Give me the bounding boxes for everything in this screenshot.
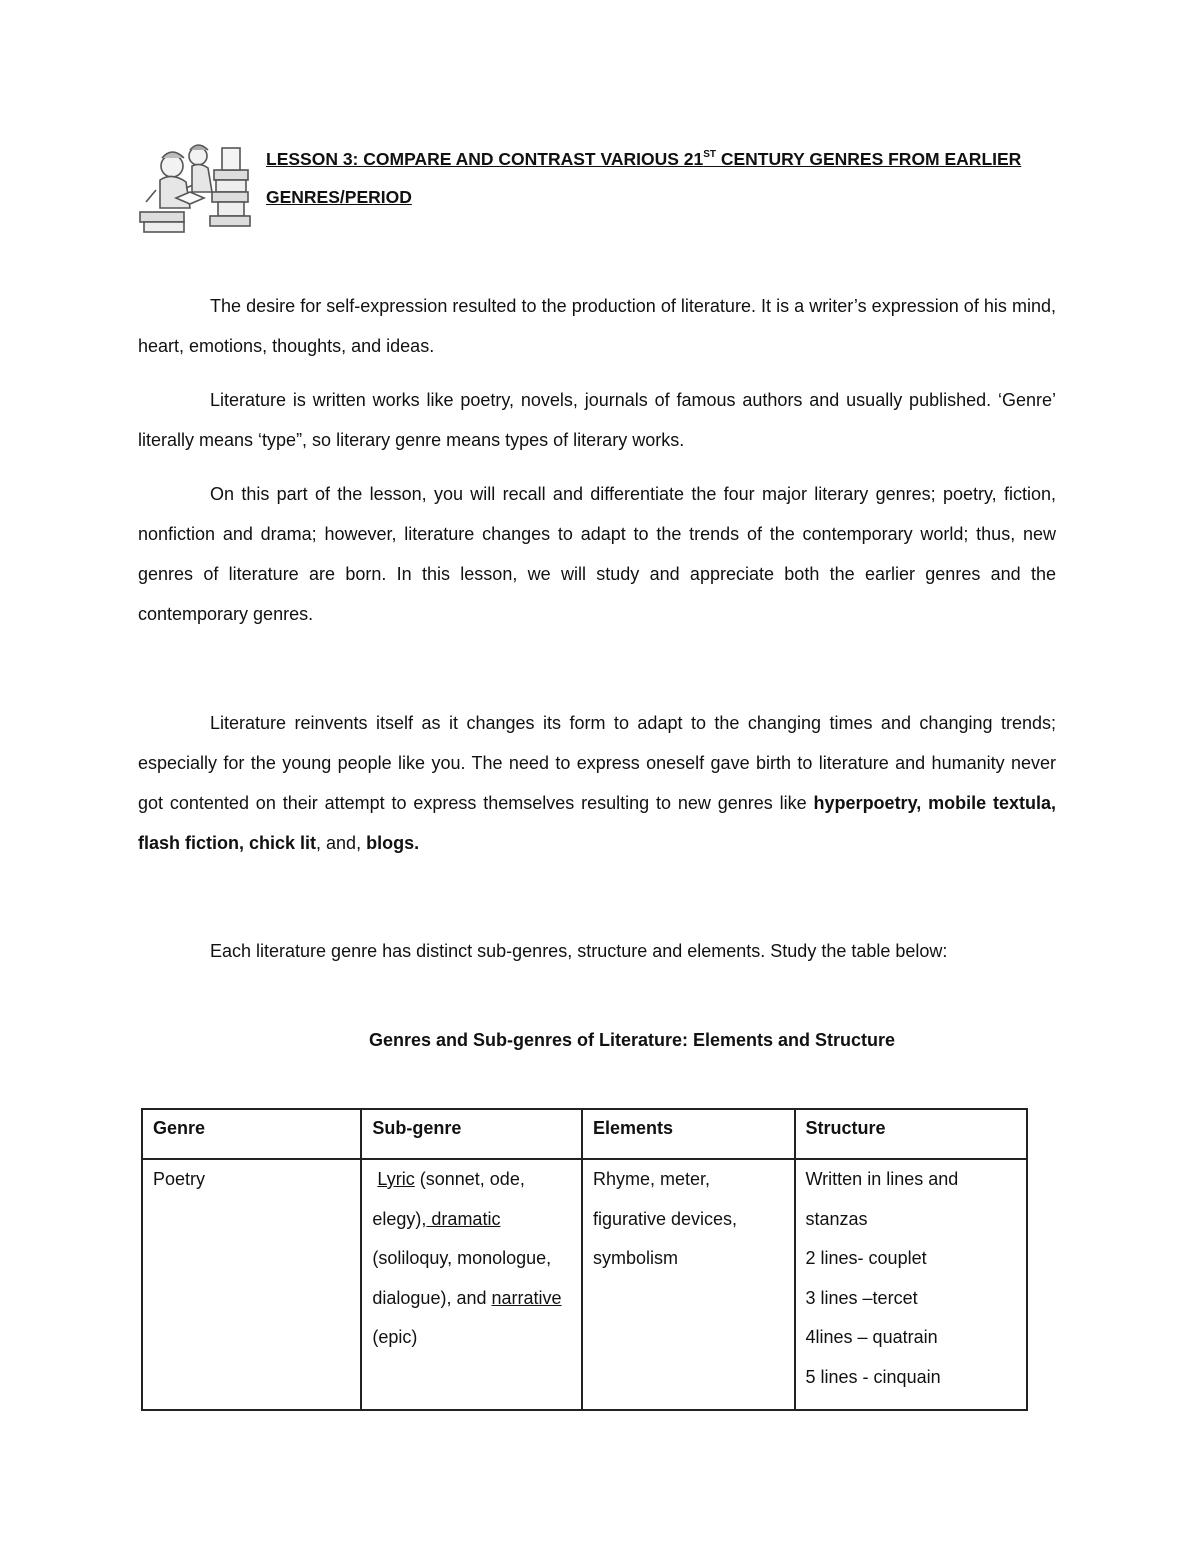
new-genres-list: hyperpoetry, mobile textula, flash fiction, chick lit [138,793,1056,853]
paragraph-text: On this part of the lesson, you will recall and differentiate the four major literary genres; poetry, fiction, nonfiction and drama; however, literature changes to adapt to the trends of the contemporary world; thus, new genres of literature are born. In this lesson, we will study and appreciate both the earlier genres and the contemporary genres. [138,484,1056,624]
table-title: Genres and Sub-genres of Literature: Elements and Structure [368,1030,896,1050]
blogs-term: blogs. [366,833,420,853]
children-reading-icon [136,140,254,236]
paragraph-text: Each literature genre has distinct sub-genres, structure and elements. Study the table below: [210,941,948,961]
structure-cell [795,1159,1027,1410]
narrative-examples: (epic) [372,1327,418,1347]
subgenre-cell [361,1159,582,1410]
column-header-structure: Structure [795,1109,1027,1159]
structure-line: 3 lines –tercet [805,1287,918,1308]
dramatic-examples: (soliloquy, monologue, dialogue), and [372,1248,552,1308]
paragraph-text-main: Literature reinvents itself as it changes its form to adapt to the changing times and changing trends; especially for the young people like you. The need to express oneself gave birth to literature and humanity never got contented on their attempt to express themselves resulting to new genres like [138,713,1056,813]
intro-paragraph-3 [138,474,1056,634]
structure-line: 5 lines - cinquain [805,1366,941,1387]
genres-table [141,1108,1028,1411]
table-intro-paragraph [138,931,1056,971]
new-genres-paragraph [138,703,1056,863]
column-header-elements: Elements [582,1109,795,1159]
narrative-term: narrative [491,1287,562,1308]
table-row [142,1159,1027,1410]
structure-line: 4lines – quatrain [805,1327,938,1347]
dramatic-term: dramatic [426,1208,501,1229]
structure-line: 2 lines- couplet [805,1248,927,1268]
paragraph-text: The desire for self-expression resulted to the production of literature. It is a writer’s expression of his mind, heart, emotions, thoughts, and ideas. [138,296,1056,356]
lesson-title-superscript: ST [703,149,716,160]
elements-cell: Rhyme, meter, figurative devices, symbolism [582,1159,795,1410]
column-header-genre: Genre [142,1109,361,1159]
paragraph-text-connector: , and, [316,833,367,853]
paragraph-text [138,703,1056,863]
lesson-title [266,140,1056,216]
intro-paragraph-1 [138,286,1056,366]
paragraph-text: Literature is written works like poetry, novels, journals of famous authors and usually published. ‘Genre’ literally means ‘type”, so literary genre means types of literary works. [138,390,1056,450]
lyric-term: Lyric [377,1169,415,1189]
column-header-subgenre: Sub-genre [361,1109,582,1159]
genre-cell: Poetry [142,1159,361,1410]
lesson-title-part1: LESSON 3: COMPARE AND CONTRAST VARIOUS 21 [266,149,704,169]
lyric-examples: (sonnet, ode, elegy), [372,1169,525,1229]
structure-line: Written in lines and stanzas [805,1169,959,1229]
lesson-title-part2: CENTURY GENRES FROM EARLIER GENRES/PERIOD [266,149,1022,207]
table-header-row [142,1109,1027,1159]
intro-paragraph-2 [138,380,1056,460]
